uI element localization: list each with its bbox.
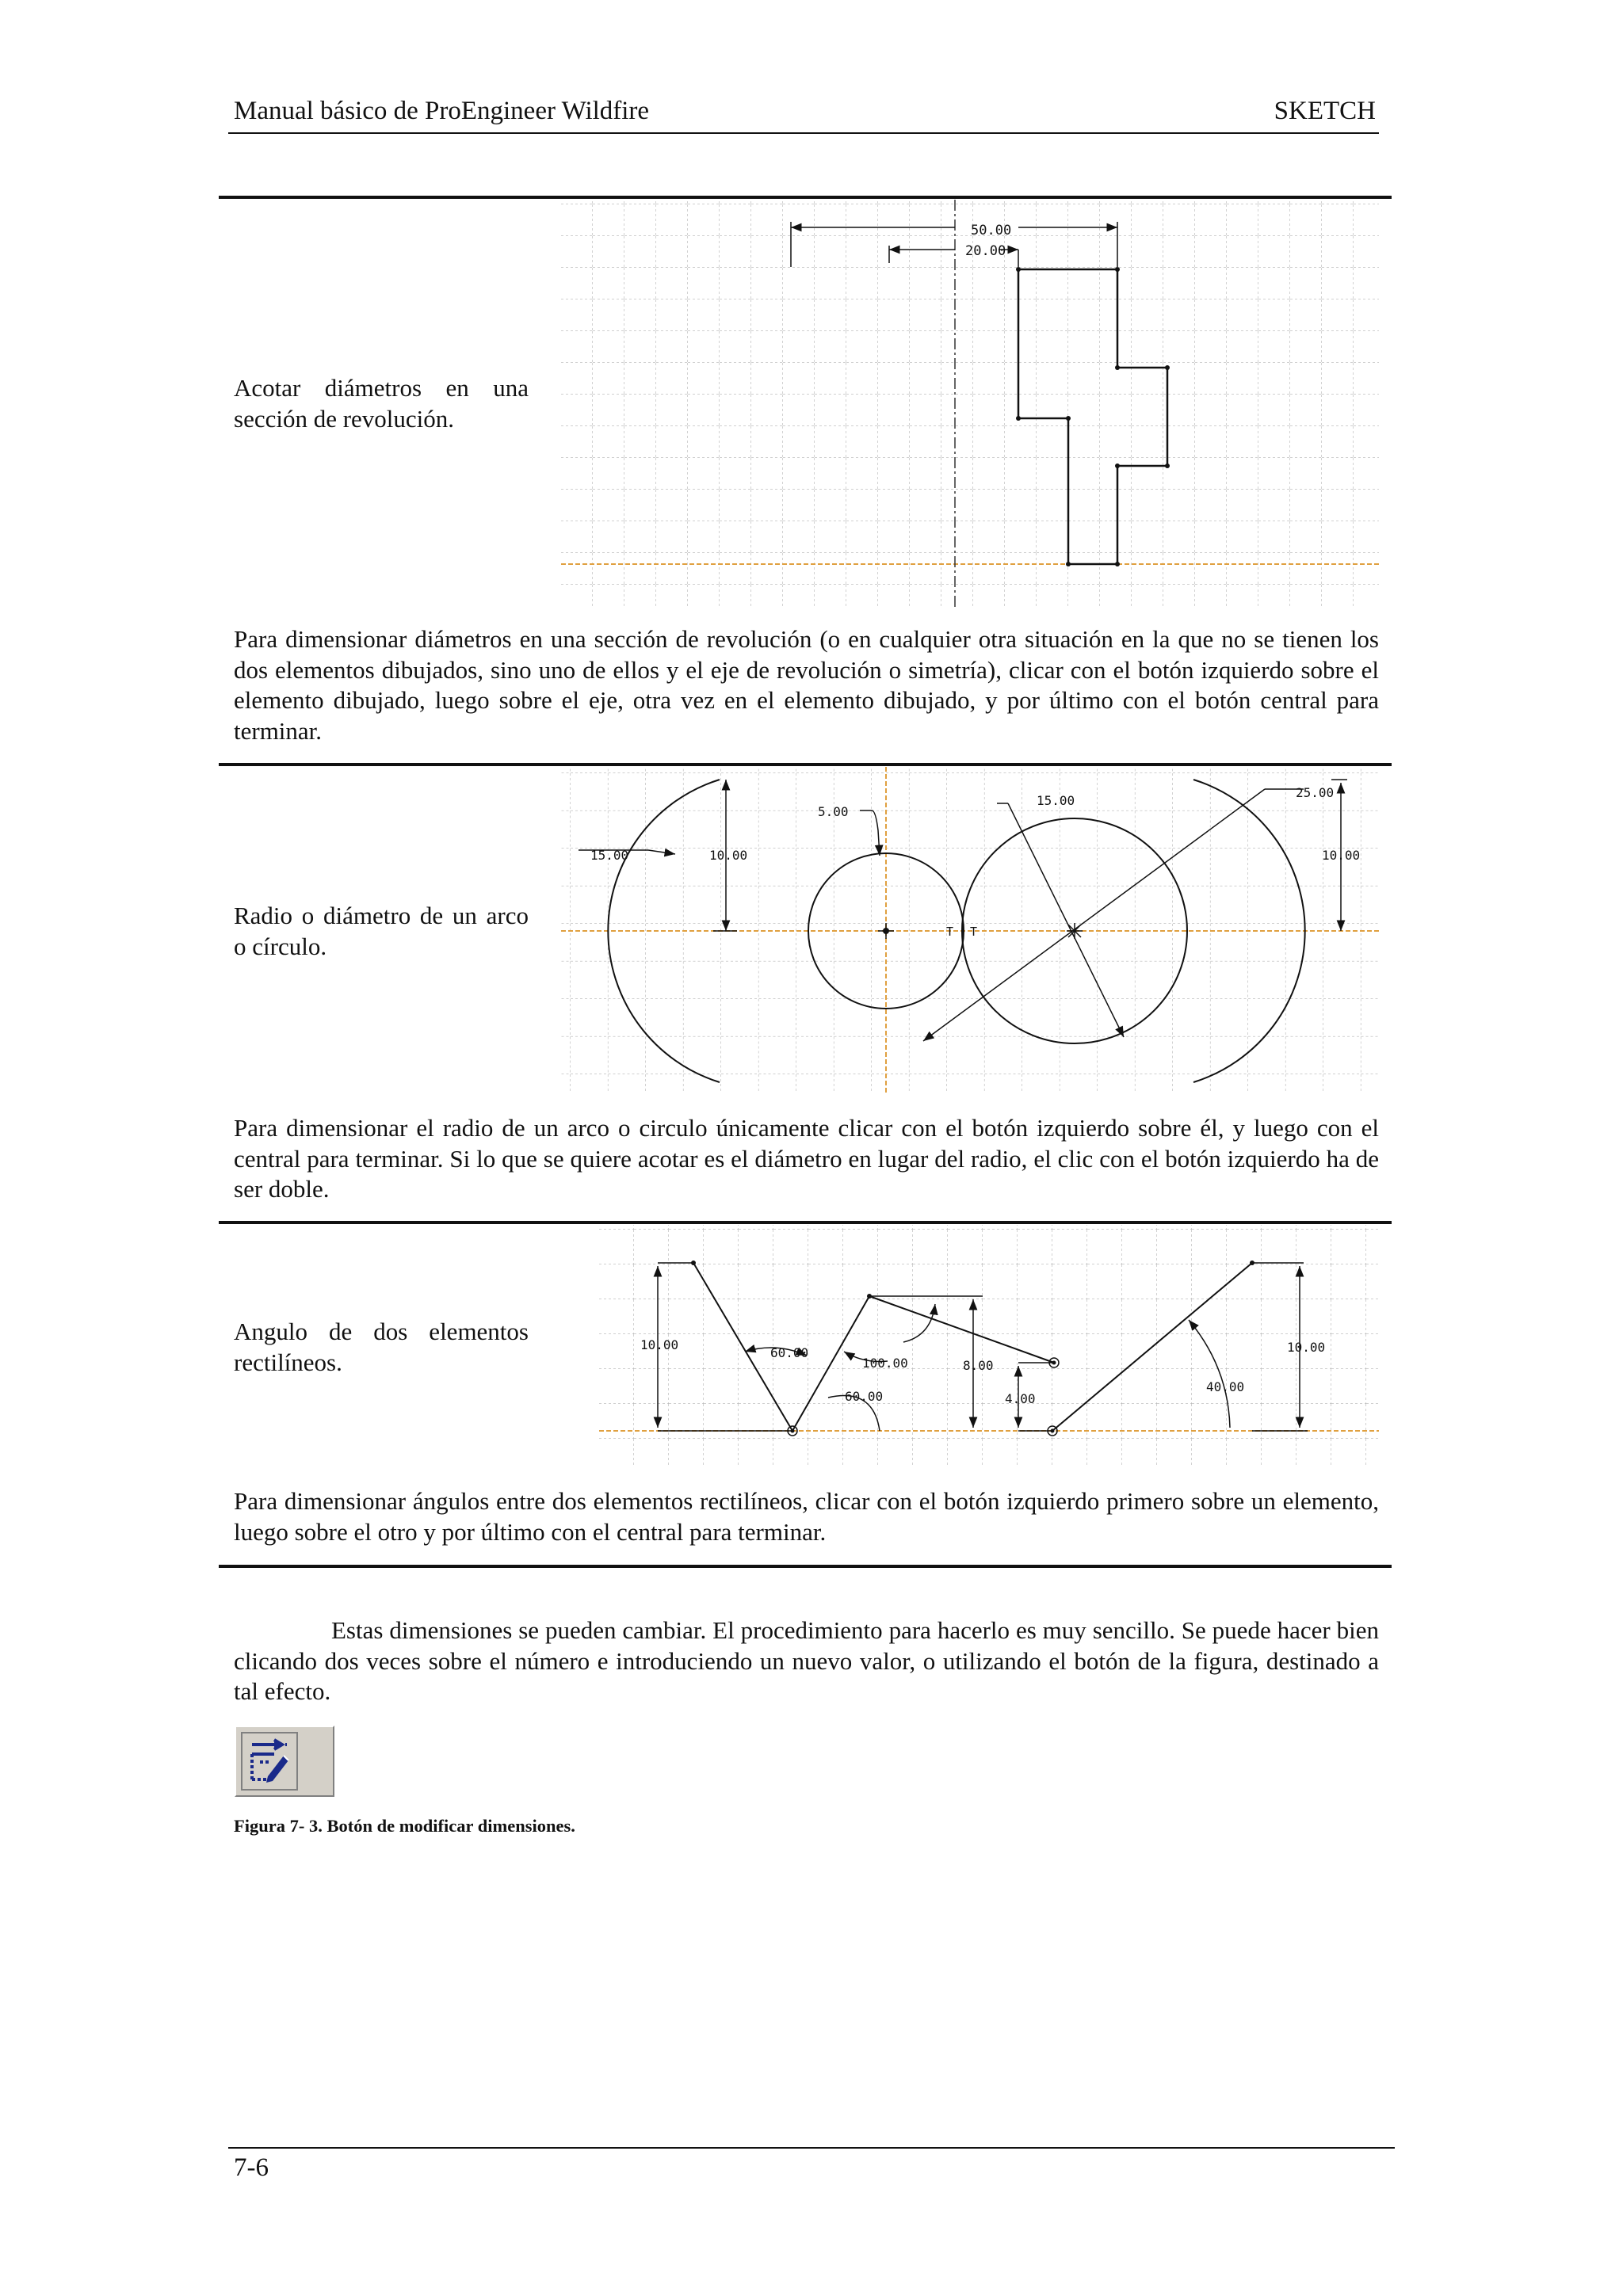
dim-right-radius[interactable]: 25.00 [1296,785,1335,800]
tangent-mark-1: T [946,925,954,939]
body-paragraph: Estas dimensiones se pueden cambiar. El procedimiento para hacerlo es muy sencillo. Se puede hacer bien clicando dos veces sobre el número e introduciendo un nuevo valor, o utilizando el botón de la figura, destinado a tal efecto. [234,1616,1379,1705]
dim-arc-height[interactable]: 10.00 [709,848,748,863]
table-rule-top [219,196,1392,199]
modify-dimensions-icon [247,1737,293,1784]
header-rule [228,132,1379,134]
row3-description: Para dimensionar ángulos entre dos elementos rectilíneos, clicar con el botón izquierdo primero sobre un elemento, luego sobre el otro y por último con el central para terminar. [234,1487,1379,1546]
dim-angle-100[interactable]: 100.00 [862,1356,908,1371]
row1-label: Acotar diámetros en una sección de revolución. [234,374,529,433]
row2-description: Para dimensionar el radio de un arco o circulo únicamente clicar con el botón izquierdo sobre él, y luego con el central para terminar. Si lo que se quiere acotar es el diámetro en lugar del radio, el clic con el botón izquierdo ha de ser doble. [234,1114,1379,1203]
running-header-section: SKETCH [1274,97,1376,125]
revolution-section-figure [555,200,1379,612]
figure-caption: Figura 7- 3. Botón de modificar dimensiones. [234,1816,575,1836]
dim-angle-60-a[interactable]: 60.00 [770,1345,809,1360]
footer-rule [228,2147,1395,2149]
grid [561,200,1379,608]
dim-mid-height[interactable]: 8.00 [963,1358,994,1373]
dim-right-height[interactable]: 10.00 [1287,1340,1326,1355]
table-rule [219,763,1392,766]
dim-right-height[interactable]: 10.00 [1322,848,1361,863]
row1-description: Para dimensionar diámetros en una sección de revolución (o en cualquier otra situación en la que no se tienen los dos elementos dibujados, sino uno de ellos y el eje de revolución o simetría), clicar con el botón izquierdo sobre el elemento dibujado, luego sobre el eje, otra vez en el elemento dibujado, y por último con el botón central para terminar. [234,625,1379,745]
dim-arc-radius[interactable]: 15.00 [590,848,629,863]
table-rule [219,1221,1392,1224]
row3-label: Angulo de dos elementos rectilíneos. [234,1318,529,1376]
radius-figure [555,767,1379,1096]
dim-angle-40[interactable]: 40.00 [1206,1379,1245,1394]
table-rule-bottom [219,1565,1392,1568]
dim-20[interactable]: 20.00 [965,243,1006,259]
running-header-title: Manual básico de ProEngineer Wildfire [234,97,650,125]
dim-angle-60-b[interactable]: 60.00 [845,1389,884,1404]
dim-large-radius[interactable]: 15.00 [1037,793,1075,808]
dim-50[interactable]: 50.00 [971,223,1012,238]
tangent-mark-2: T [970,925,978,939]
dim-left-height[interactable]: 10.00 [640,1337,679,1352]
row2-label: Radio o diámetro de un arco o círculo. [234,902,529,960]
modify-dimensions-button[interactable] [235,1726,334,1797]
angle-figure [555,1225,1379,1470]
dim-small-height[interactable]: 4.00 [1005,1391,1036,1406]
dim-small-radius[interactable]: 5.00 [818,804,849,819]
page-number: 7-6 [234,2153,269,2182]
